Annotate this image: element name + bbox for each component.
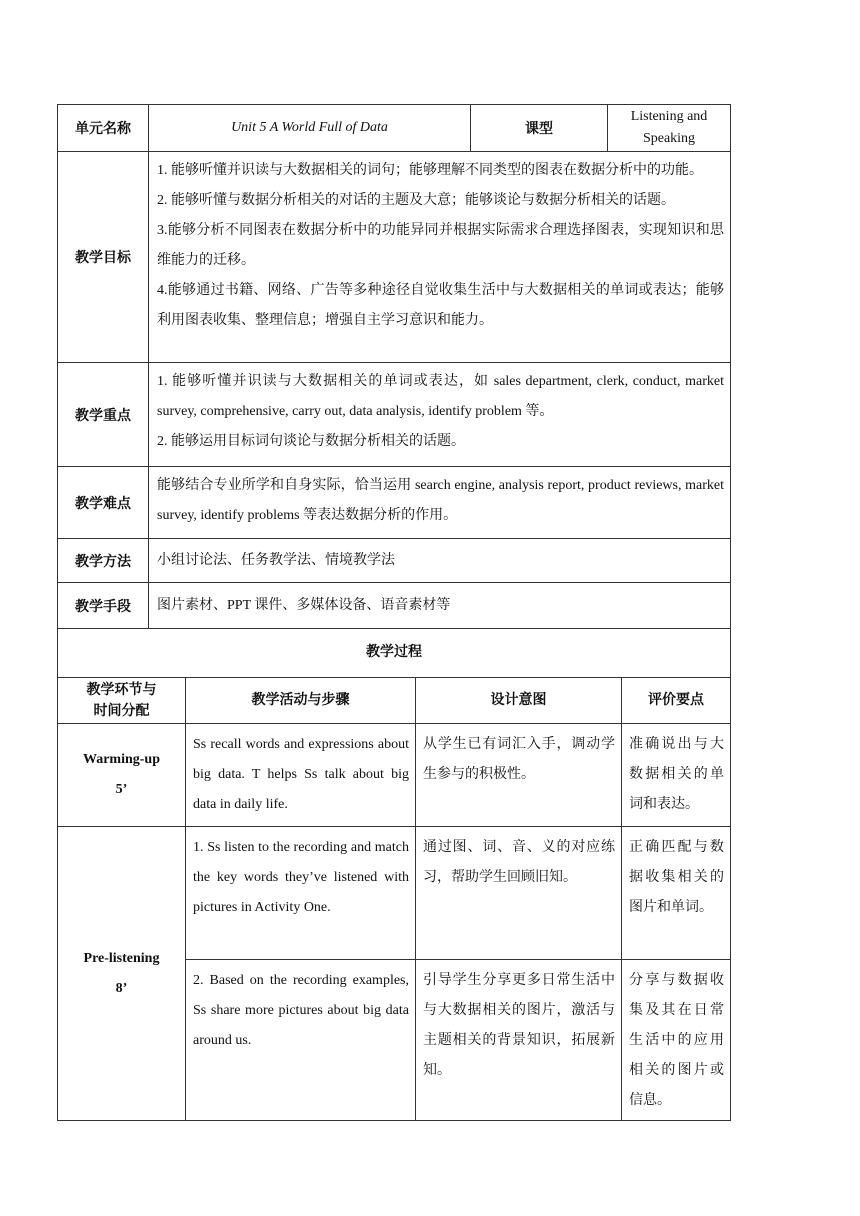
lesson-type-line2: Speaking [642, 131, 696, 146]
lesson-type [608, 105, 731, 152]
prelistening-activity-1: 1. Ss listen to the recording and match the key words they’ve listened with pictures in Activity One. [186, 827, 416, 960]
key-point-item: 2. 能够运用目标词句谈论与数据分析相关的话题。 [157, 434, 465, 449]
stage-header [58, 678, 186, 724]
lesson-info-table [57, 104, 731, 629]
key-points-text [149, 363, 731, 467]
prelistening-evaluation-2: 分享与数据收集及其在日常生活中的应用相关的图片或信息。 [622, 960, 731, 1121]
key-points-label: 教学重点 [58, 363, 149, 467]
means-label: 教学手段 [58, 583, 149, 629]
lesson-type-line1: Listening and [630, 109, 708, 124]
stage-header-line2: 时间分配 [93, 703, 150, 719]
methods-label: 教学方法 [58, 539, 149, 583]
objectives-text [149, 152, 731, 363]
stage-header-line1: 教学环节与 [86, 682, 157, 698]
unit-name: Unit 5 A World Full of Data [149, 105, 471, 152]
objective-item: 2. 能够听懂与数据分析相关的对话的主题及大意；能够谈论与数据分析相关的话题。 [157, 193, 675, 208]
activities-header: 教学活动与步骤 [186, 678, 416, 724]
process-title: 教学过程 [58, 629, 731, 678]
warmup-stage [58, 724, 186, 827]
warmup-time: 5’ [115, 782, 128, 797]
warmup-intent: 从学生已有词汇入手，调动学生参与的积极性。 [416, 724, 622, 827]
warmup-stage-name: Warming-up [82, 752, 160, 767]
prelistening-stage-name: Pre-listening [83, 950, 160, 966]
objectives-label: 教学目标 [58, 152, 149, 363]
warmup-activity: Ss recall words and expressions about big data. T helps Ss talk about big data in daily life. [186, 724, 416, 827]
objective-item: 4.能够通过书籍、网络、广告等多种途径自觉收集生活中与大数据相关的单词或表达；能够利用图表收集、整理信息；增强自主学习意识和能力。 [157, 283, 724, 328]
means-text: 图片素材、PPT 课件、多媒体设备、语音素材等 [149, 583, 731, 629]
prelistening-stage [58, 827, 186, 1121]
difficulties-text: 能够结合专业所学和自身实际，恰当运用 search engine, analysis report, product reviews, market survey, identify problems 等表达数据分析的作用。 [149, 467, 731, 539]
difficulties-label: 教学难点 [58, 467, 149, 539]
process-table [57, 628, 731, 1121]
prelistening-intent-1: 通过图、词、音、义的对应练习，帮助学生回顾旧知。 [416, 827, 622, 960]
unit-name-label: 单元名称 [58, 105, 149, 152]
objective-item: 1. 能够听懂并识读与大数据相关的词句；能够理解不同类型的图表在数据分析中的功能。 [157, 163, 703, 178]
methods-text: 小组讨论法、任务教学法、情境教学法 [149, 539, 731, 583]
prelistening-activity-2: 2. Based on the recording examples, Ss share more pictures about big data around us. [186, 960, 416, 1121]
key-point-item: 1. 能够听懂并识读与大数据相关的单词或表达，如 sales department, clerk, conduct, market survey, comprehensive, carry out, data analysis, identify problem 等。 [157, 374, 724, 419]
prelistening-time: 8’ [115, 980, 128, 996]
intent-header: 设计意图 [416, 678, 622, 724]
evaluation-header: 评价要点 [622, 678, 731, 724]
lesson-type-label: 课型 [471, 105, 608, 152]
prelistening-intent-2: 引导学生分享更多日常生活中与大数据相关的图片，激活与主题相关的背景知识，拓展新知。 [416, 960, 622, 1121]
prelistening-evaluation-1: 正确匹配与数据收集相关的图片和单词。 [622, 827, 731, 960]
objective-item: 3.能够分析不同图表在数据分析中的功能异同并根据实际需求合理选择图表，实现知识和思维能力的迁移。 [157, 223, 724, 268]
warmup-evaluation: 准确说出与大数据相关的单词和表达。 [622, 724, 731, 827]
